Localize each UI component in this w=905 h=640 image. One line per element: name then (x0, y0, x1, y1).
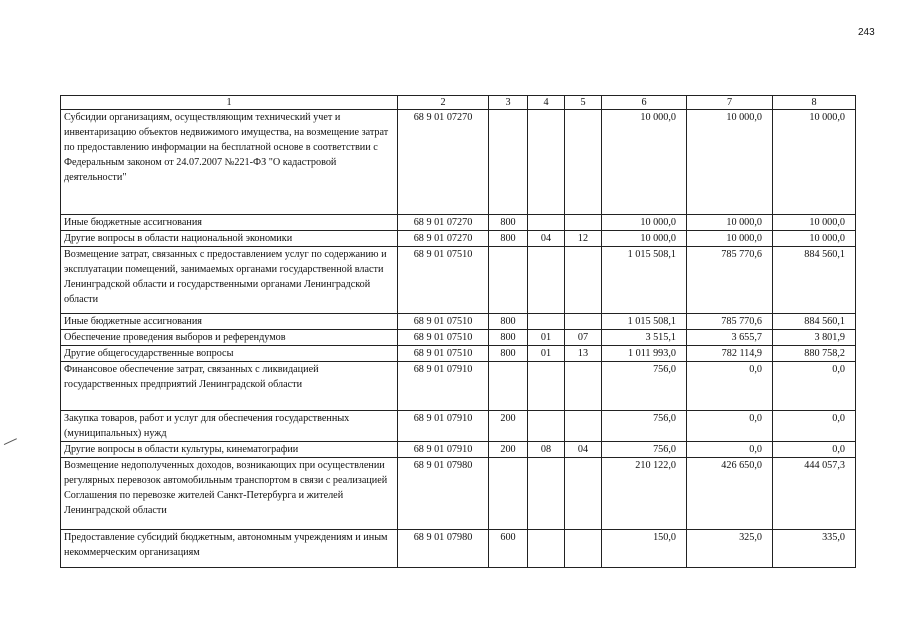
cell-y3: 3 801,9 (773, 330, 856, 346)
cell-code: 68 9 01 07980 (398, 530, 489, 568)
cell-subsection (565, 215, 602, 231)
cell-code: 68 9 01 07980 (398, 458, 489, 530)
cell-y1: 756,0 (602, 362, 687, 411)
cell-y1: 3 515,1 (602, 330, 687, 346)
cell-subsection (565, 530, 602, 568)
cell-name: Возмещение затрат, связанных с предоставлением услуг по содержанию и эксплуатации помещений, занимаемых органами государственной власти Ленинградской области и государственными органами Ленинградской области (61, 247, 398, 314)
cell-y1: 10 000,0 (602, 231, 687, 247)
cell-type: 600 (489, 530, 528, 568)
cell-y1: 10 000,0 (602, 215, 687, 231)
cell-section: 08 (528, 442, 565, 458)
cell-code: 68 9 01 07270 (398, 231, 489, 247)
cell-section (528, 362, 565, 411)
cell-subsection (565, 110, 602, 215)
cell-code: 68 9 01 07510 (398, 330, 489, 346)
cell-subsection (565, 247, 602, 314)
cell-y3: 0,0 (773, 362, 856, 411)
cell-type: 800 (489, 231, 528, 247)
cell-code: 68 9 01 07510 (398, 247, 489, 314)
cell-name: Обеспечение проведения выборов и референдумов (61, 330, 398, 346)
cell-y1: 10 000,0 (602, 110, 687, 215)
cell-subsection: 04 (565, 442, 602, 458)
cell-code: 68 9 01 07910 (398, 362, 489, 411)
cell-y2: 10 000,0 (687, 215, 773, 231)
cell-section (528, 215, 565, 231)
cell-y3: 10 000,0 (773, 110, 856, 215)
header-cell: 5 (565, 96, 602, 110)
cell-type: 200 (489, 411, 528, 442)
cell-type: 200 (489, 442, 528, 458)
margin-dash-mark (4, 438, 18, 448)
table-row (61, 442, 856, 458)
cell-y3: 444 057,3 (773, 458, 856, 530)
table-row (61, 247, 856, 314)
cell-y2: 0,0 (687, 362, 773, 411)
cell-section (528, 458, 565, 530)
table-row (61, 231, 856, 247)
cell-subsection: 07 (565, 330, 602, 346)
cell-y2: 785 770,6 (687, 247, 773, 314)
cell-y1: 210 122,0 (602, 458, 687, 530)
cell-type: 800 (489, 314, 528, 330)
cell-section (528, 314, 565, 330)
cell-type (489, 247, 528, 314)
cell-y2: 3 655,7 (687, 330, 773, 346)
cell-subsection (565, 411, 602, 442)
cell-y1: 1 015 508,1 (602, 314, 687, 330)
cell-code: 68 9 01 07910 (398, 411, 489, 442)
cell-y2: 785 770,6 (687, 314, 773, 330)
cell-y1: 1 011 993,0 (602, 346, 687, 362)
cell-name: Другие вопросы в области национальной экономики (61, 231, 398, 247)
cell-section: 01 (528, 346, 565, 362)
page-number: 243 (858, 27, 875, 38)
table-row (61, 362, 856, 411)
cell-code: 68 9 01 07270 (398, 215, 489, 231)
table-row (61, 330, 856, 346)
table-row (61, 458, 856, 530)
cell-y1: 150,0 (602, 530, 687, 568)
cell-name: Возмещение недополученных доходов, возникающих при осуществлении регулярных перевозок автомобильным транспортом в связи с реализацией Соглашения по перевозке жителей Санкт-Петербурга и жителей Ленинградской области (61, 458, 398, 530)
cell-type (489, 362, 528, 411)
cell-section (528, 530, 565, 568)
cell-y2: 10 000,0 (687, 231, 773, 247)
header-cell: 8 (773, 96, 856, 110)
table-row (61, 314, 856, 330)
cell-y2: 10 000,0 (687, 110, 773, 215)
cell-y3: 884 560,1 (773, 247, 856, 314)
cell-subsection: 13 (565, 346, 602, 362)
cell-section (528, 411, 565, 442)
cell-y3: 0,0 (773, 442, 856, 458)
cell-y1: 756,0 (602, 442, 687, 458)
cell-y2: 0,0 (687, 411, 773, 442)
cell-type: 800 (489, 330, 528, 346)
header-cell: 4 (528, 96, 565, 110)
cell-name: Другие вопросы в области культуры, кинематографии (61, 442, 398, 458)
cell-y3: 880 758,2 (773, 346, 856, 362)
cell-y3: 10 000,0 (773, 231, 856, 247)
header-cell: 6 (602, 96, 687, 110)
cell-subsection (565, 314, 602, 330)
cell-name: Иные бюджетные ассигнования (61, 215, 398, 231)
cell-y2: 782 114,9 (687, 346, 773, 362)
table-header-row (61, 96, 856, 110)
cell-code: 68 9 01 07910 (398, 442, 489, 458)
cell-section (528, 110, 565, 215)
cell-y2: 0,0 (687, 442, 773, 458)
cell-y3: 10 000,0 (773, 215, 856, 231)
table-row (61, 110, 856, 215)
cell-section: 04 (528, 231, 565, 247)
cell-y2: 325,0 (687, 530, 773, 568)
cell-y1: 1 015 508,1 (602, 247, 687, 314)
cell-type (489, 458, 528, 530)
cell-y3: 884 560,1 (773, 314, 856, 330)
table-row (61, 530, 856, 568)
cell-type: 800 (489, 346, 528, 362)
cell-code: 68 9 01 07270 (398, 110, 489, 215)
header-cell: 1 (61, 96, 398, 110)
cell-code: 68 9 01 07510 (398, 314, 489, 330)
cell-name: Закупка товаров, работ и услуг для обеспечения государственных (муниципальных) нужд (61, 411, 398, 442)
table-row (61, 346, 856, 362)
cell-type: 800 (489, 215, 528, 231)
cell-type (489, 110, 528, 215)
table-row (61, 411, 856, 442)
cell-y1: 756,0 (602, 411, 687, 442)
cell-subsection (565, 458, 602, 530)
cell-section (528, 247, 565, 314)
cell-subsection (565, 362, 602, 411)
cell-name: Другие общегосударственные вопросы (61, 346, 398, 362)
budget-table (60, 95, 856, 568)
table-row (61, 215, 856, 231)
cell-name: Финансовое обеспечение затрат, связанных с ликвидацией государственных предприятий Ленинградской области (61, 362, 398, 411)
cell-y3: 335,0 (773, 530, 856, 568)
cell-y2: 426 650,0 (687, 458, 773, 530)
cell-name: Субсидии организациям, осуществляющим технический учет и инвентаризацию объектов недвижимого имущества, на возмещение затрат по предоставлению информации на бесплатной основе в соответствии с Федеральным законом от 24.07.2007 №221-ФЗ "О кадастровой деятельности" (61, 110, 398, 215)
header-cell: 2 (398, 96, 489, 110)
cell-code: 68 9 01 07510 (398, 346, 489, 362)
header-cell: 3 (489, 96, 528, 110)
cell-section: 01 (528, 330, 565, 346)
cell-y3: 0,0 (773, 411, 856, 442)
header-cell: 7 (687, 96, 773, 110)
cell-name: Иные бюджетные ассигнования (61, 314, 398, 330)
cell-name: Предоставление субсидий бюджетным, автономным учреждениям и иным некоммерческим организациям (61, 530, 398, 568)
cell-subsection: 12 (565, 231, 602, 247)
